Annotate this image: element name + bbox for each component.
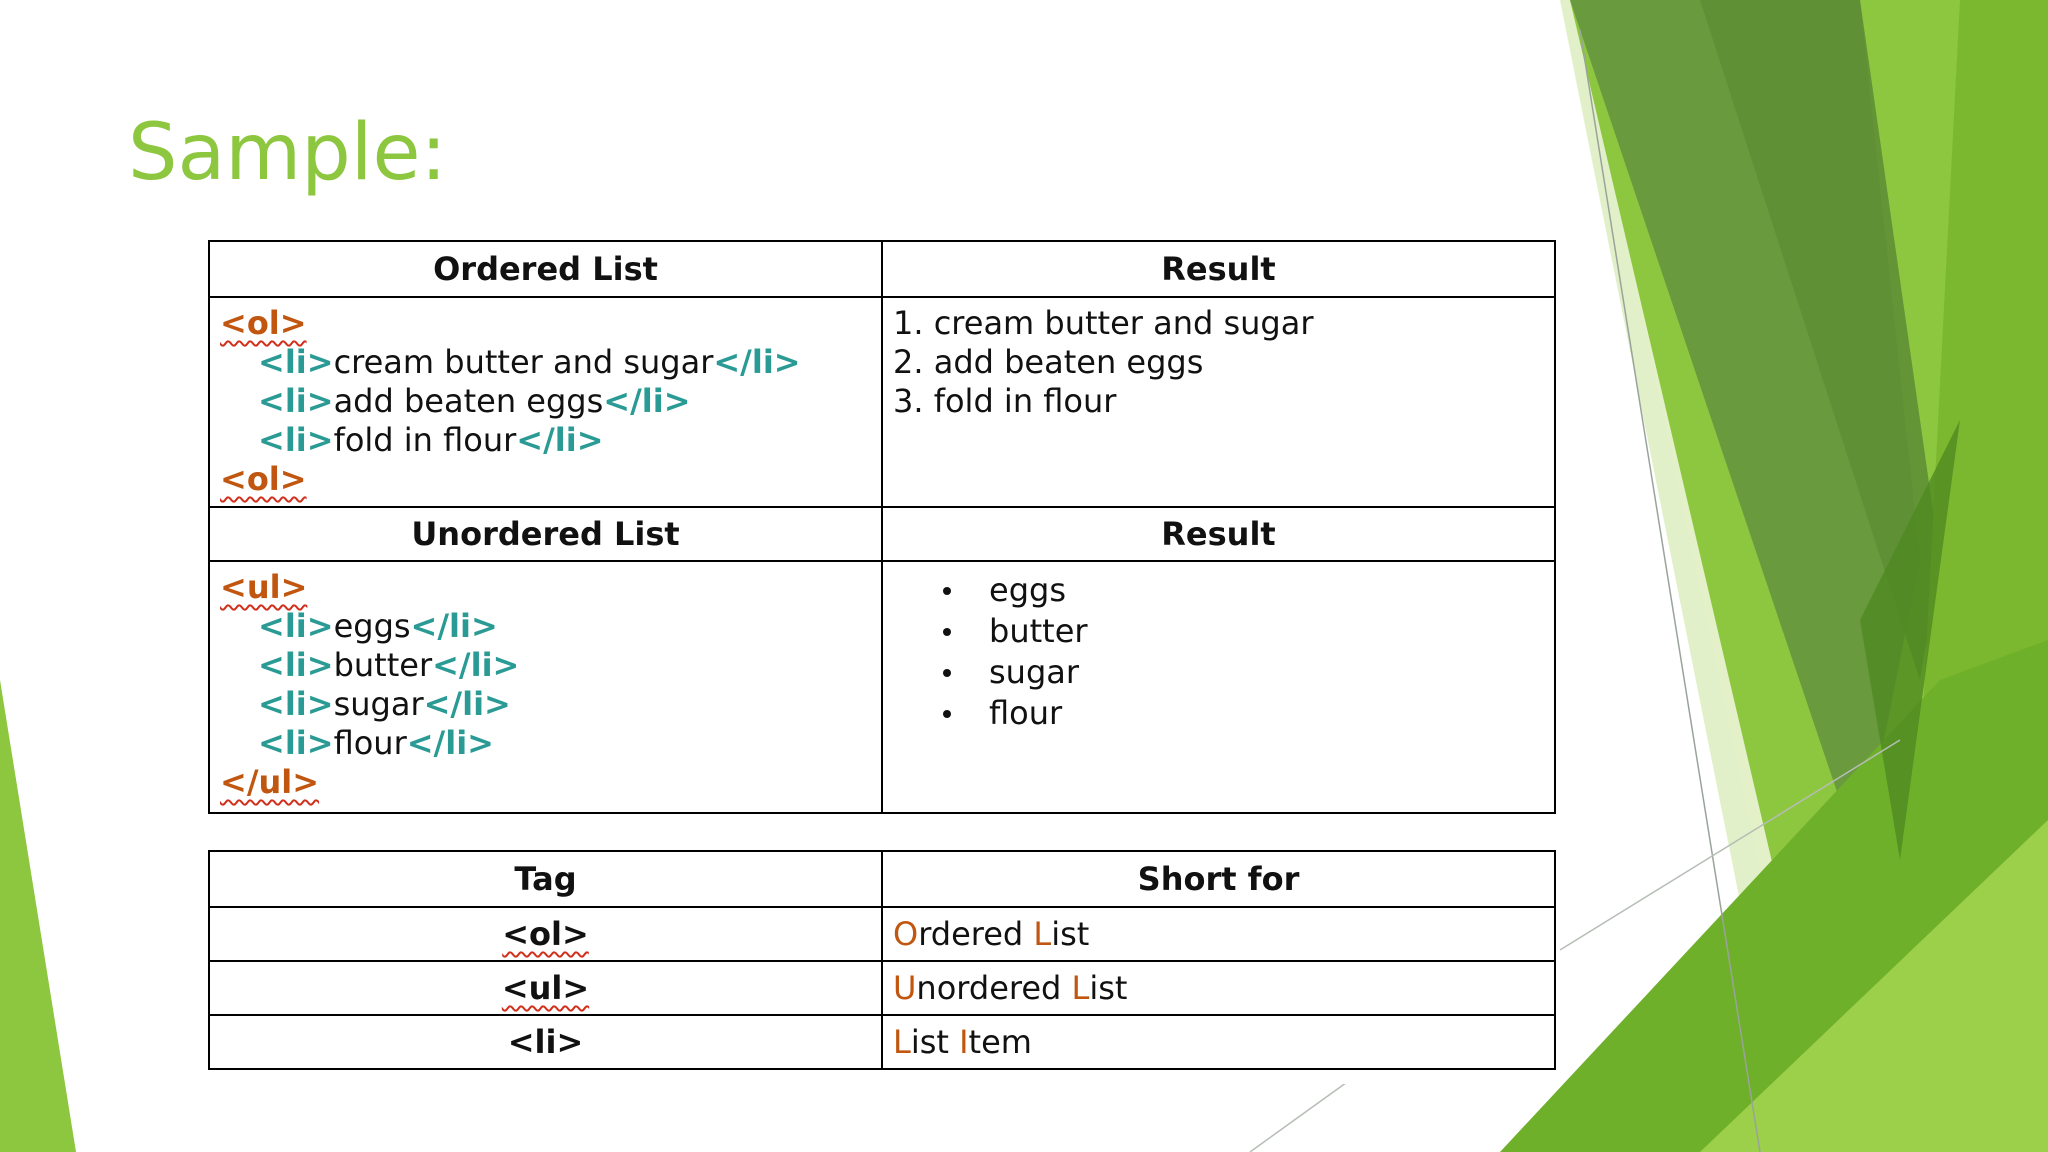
result-item: 3. fold in flour: [893, 382, 1117, 420]
ordered-code-cell: [209, 297, 882, 507]
ul-close-line: [220, 763, 871, 802]
code-item-text: cream butter and sugar: [333, 343, 714, 381]
ol-open-line: [220, 304, 871, 343]
bullet-dot-icon: [943, 710, 951, 718]
code-line: <li>butter</li>: [258, 646, 520, 684]
lists-table: [208, 240, 1556, 814]
ol-open-tag: <ol>: [220, 304, 307, 342]
tags-table: [208, 850, 1556, 1070]
code-line: <li>flour</li>: [258, 724, 494, 762]
bullet-item: eggs: [893, 570, 1544, 611]
ul-open-line: [220, 568, 871, 607]
tag-cell: <ol>: [209, 907, 882, 961]
short-for-header: Short for: [882, 851, 1555, 907]
ol-close-tag: <ol>: [220, 460, 307, 498]
table-row: [209, 961, 1555, 1015]
bullet-dot-icon: [943, 669, 951, 677]
bullet-dot-icon: [943, 628, 951, 636]
bullet-item: butter: [893, 611, 1544, 652]
ordered-result-header: Result: [882, 241, 1555, 297]
unordered-result-header: Result: [882, 507, 1555, 561]
code-item-text: eggs: [333, 607, 411, 645]
short-for-cell: Ordered List: [882, 907, 1555, 961]
list-sample-image: [206, 236, 1556, 1084]
ordered-header-row: [209, 241, 1555, 297]
tags-header-row: [209, 851, 1555, 907]
ordered-content-row: [209, 297, 1555, 507]
result-item: 1. cream butter and sugar: [893, 304, 1314, 342]
code-item-text: fold in flour: [333, 421, 517, 459]
thin-line-3: [1250, 1080, 1350, 1152]
short-for-cell: List Item: [882, 1015, 1555, 1069]
ol-close-line: [220, 460, 871, 499]
bullet-item: sugar: [893, 652, 1544, 693]
unordered-content-row: [209, 561, 1555, 813]
ul-open-tag: <ul>: [220, 568, 308, 606]
code-item-text: butter: [333, 646, 433, 684]
code-item-text: add beaten eggs: [333, 382, 604, 420]
result-item: 2. add beaten eggs: [893, 343, 1204, 381]
tag-header: Tag: [209, 851, 882, 907]
code-line: <li>fold in flour</li>: [258, 421, 604, 459]
table-row: [209, 907, 1555, 961]
tag-cell: <ul>: [209, 961, 882, 1015]
code-line: <li>sugar</li>: [258, 685, 511, 723]
code-line: <li>cream butter and sugar</li>: [258, 343, 801, 381]
code-line: <li>eggs</li>: [258, 607, 498, 645]
unordered-code-cell: [209, 561, 882, 813]
code-line: <li>add beaten eggs</li>: [258, 382, 691, 420]
slide-title: Sample:: [128, 108, 447, 198]
ordered-result-cell: [882, 297, 1555, 507]
left-green-wedge: [0, 680, 76, 1152]
unordered-header-row: [209, 507, 1555, 561]
code-item-text: flour: [333, 724, 407, 762]
short-for-cell: Unordered List: [882, 961, 1555, 1015]
table-row: [209, 1015, 1555, 1069]
ul-close-tag: </ul>: [220, 763, 320, 801]
tag-cell: <li>: [209, 1015, 882, 1069]
unordered-list-header: Unordered List: [209, 507, 882, 561]
code-item-text: sugar: [333, 685, 424, 723]
bullet-item: flour: [893, 693, 1544, 734]
ordered-list-header: Ordered List: [209, 241, 882, 297]
bullet-dot-icon: [943, 587, 951, 595]
unordered-result-cell: [882, 561, 1555, 813]
